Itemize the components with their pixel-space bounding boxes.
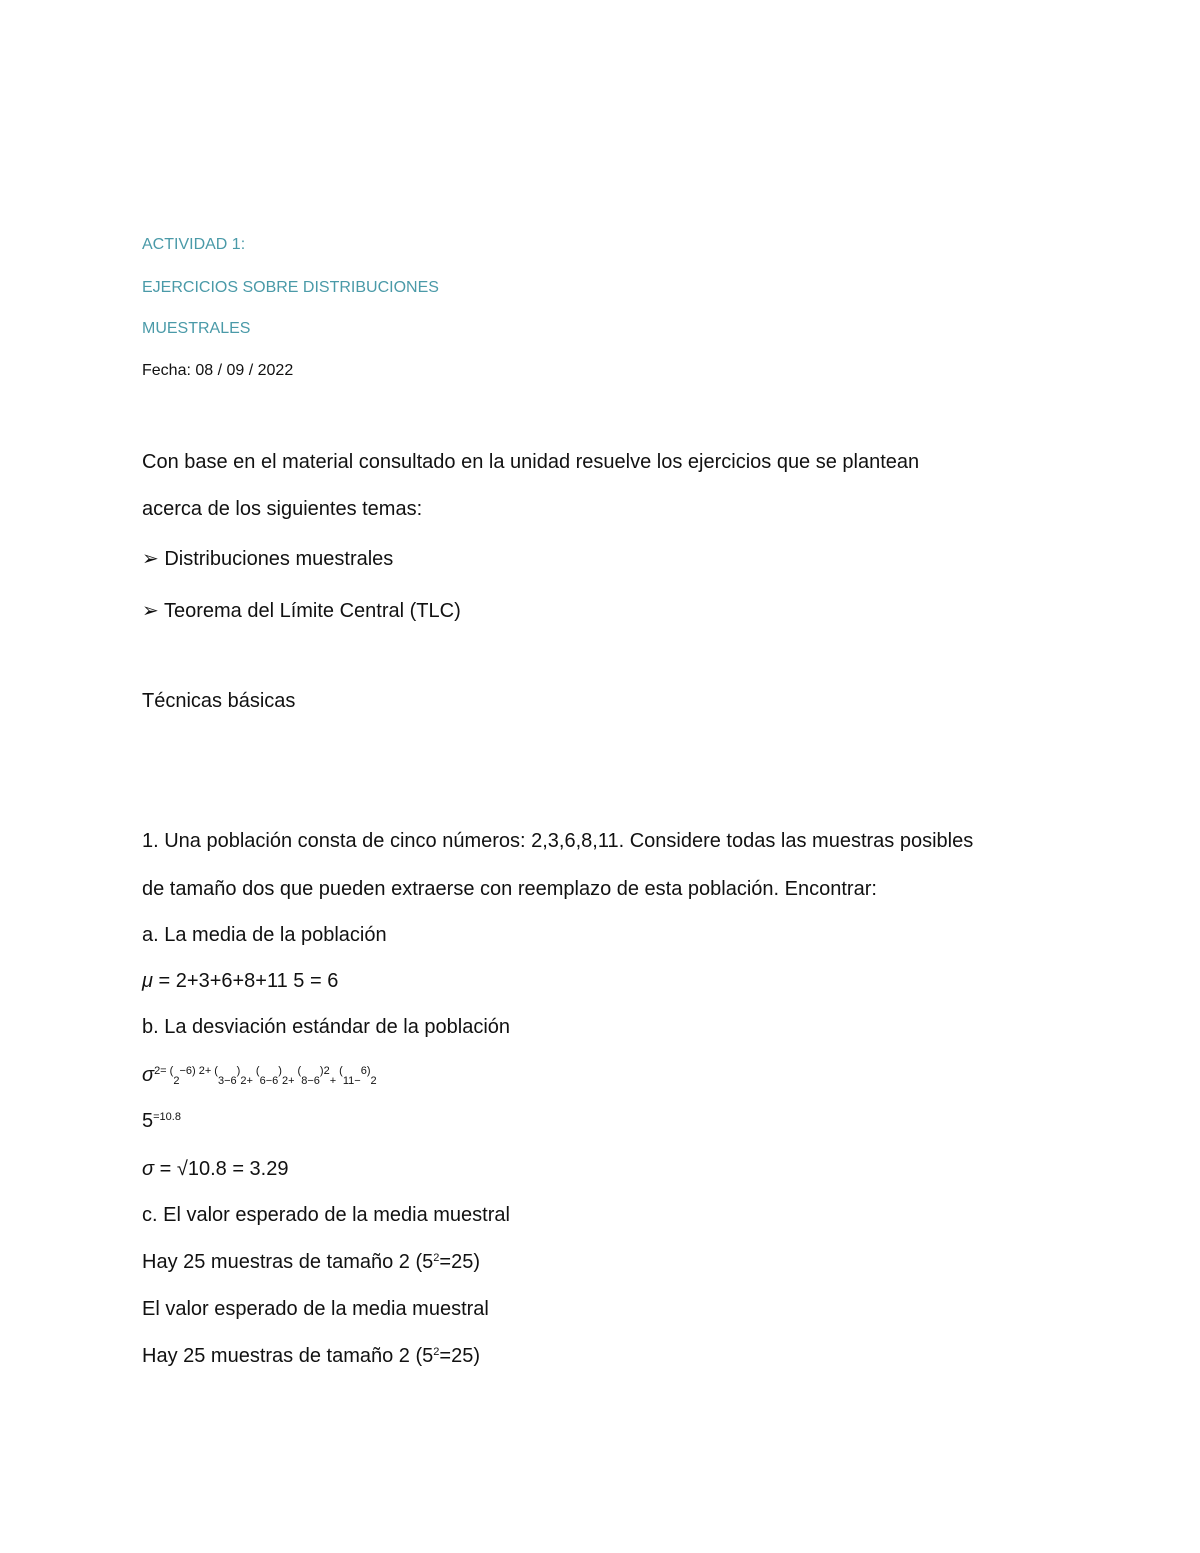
formula-part: 6)	[360, 1065, 371, 1077]
bullet-text: Teorema del Límite Central (TLC)	[163, 600, 461, 622]
activity-heading: ACTIVIDAD 1:	[142, 236, 246, 253]
sigma-symbol: σ	[142, 1158, 155, 1180]
date-line: Fecha: 08 / 09 / 2022	[142, 362, 294, 379]
section-title: Técnicas básicas	[142, 690, 296, 712]
formula-part: 3−6	[217, 1075, 237, 1087]
samples-text: Hay 25 muestras de tamaño 2 (5	[142, 1345, 434, 1367]
arrow-bullet-icon: ➢	[142, 548, 159, 570]
denominator-result: =10.8	[153, 1111, 181, 1123]
formula-part: 2= (	[154, 1065, 174, 1077]
formula-part: )2	[319, 1065, 330, 1077]
item-a-label: a. La media de la población	[142, 924, 387, 946]
formula-part: 11−	[342, 1075, 361, 1087]
bullet-item	[142, 598, 461, 623]
samples-count	[142, 1251, 480, 1274]
sigma-symbol: σ	[142, 1064, 155, 1086]
samples-text: Hay 25 muestras de tamaño 2 (5	[142, 1251, 434, 1273]
sigma-formula	[142, 1158, 288, 1181]
samples-suffix: =25)	[439, 1251, 480, 1273]
mean-expression: = 2+3+6+8+11 5 = 6	[152, 970, 339, 992]
title-line-1: EJERCICIOS SOBRE DISTRIBUCIONES	[142, 279, 439, 296]
problem-1-line-1: 1. Una población consta de cinco números: 2,3,6,8,11. Considere todas las muestras posibles	[142, 830, 974, 852]
formula-part: )	[236, 1065, 241, 1077]
formula-part: (	[336, 1065, 343, 1077]
formula-part: (	[252, 1065, 260, 1077]
bullet-item	[142, 546, 393, 571]
item-b-label: b. La desviación estándar de la población	[142, 1016, 511, 1038]
variance-denominator	[142, 1110, 181, 1133]
title-line-2: MUESTRALES	[142, 320, 251, 337]
formula-part: 2	[173, 1075, 180, 1087]
formula-part: 8−6	[301, 1075, 320, 1087]
samples-count-repeat	[142, 1345, 480, 1368]
formula-part: 2+	[240, 1075, 253, 1087]
formula-part: 6−6	[259, 1075, 279, 1087]
sigma-result: = √10.8 = 3.29	[154, 1158, 289, 1180]
expected-value-label: El valor esperado de la media muestral	[142, 1298, 489, 1320]
formula-part: −6) 2+ (	[179, 1065, 218, 1077]
formula-part: )	[278, 1065, 282, 1077]
denominator: 5	[142, 1110, 154, 1132]
mean-formula	[142, 970, 338, 993]
samples-exponent: 2	[433, 1346, 440, 1358]
intro-line-1: Con base en el material consultado en la unidad resuelve los ejercicios que se plantean	[142, 451, 920, 473]
arrow-bullet-icon: ➢	[142, 600, 159, 622]
mu-symbol: μ	[142, 970, 153, 992]
formula-part: 2+	[281, 1075, 295, 1087]
samples-exponent: 2	[433, 1252, 440, 1264]
variance-formula	[142, 1064, 377, 1087]
intro-line-2: acerca de los siguientes temas:	[142, 498, 423, 520]
formula-part: +	[329, 1075, 337, 1087]
formula-part: 2	[370, 1075, 377, 1087]
bullet-text: Distribuciones muestrales	[164, 548, 394, 570]
formula-part: (	[294, 1065, 302, 1077]
samples-suffix: =25)	[439, 1345, 480, 1367]
problem-1-line-2: de tamaño dos que pueden extraerse con reemplazo de esta población. Encontrar:	[142, 878, 877, 900]
item-c-label: c. El valor esperado de la media muestral	[142, 1204, 510, 1226]
